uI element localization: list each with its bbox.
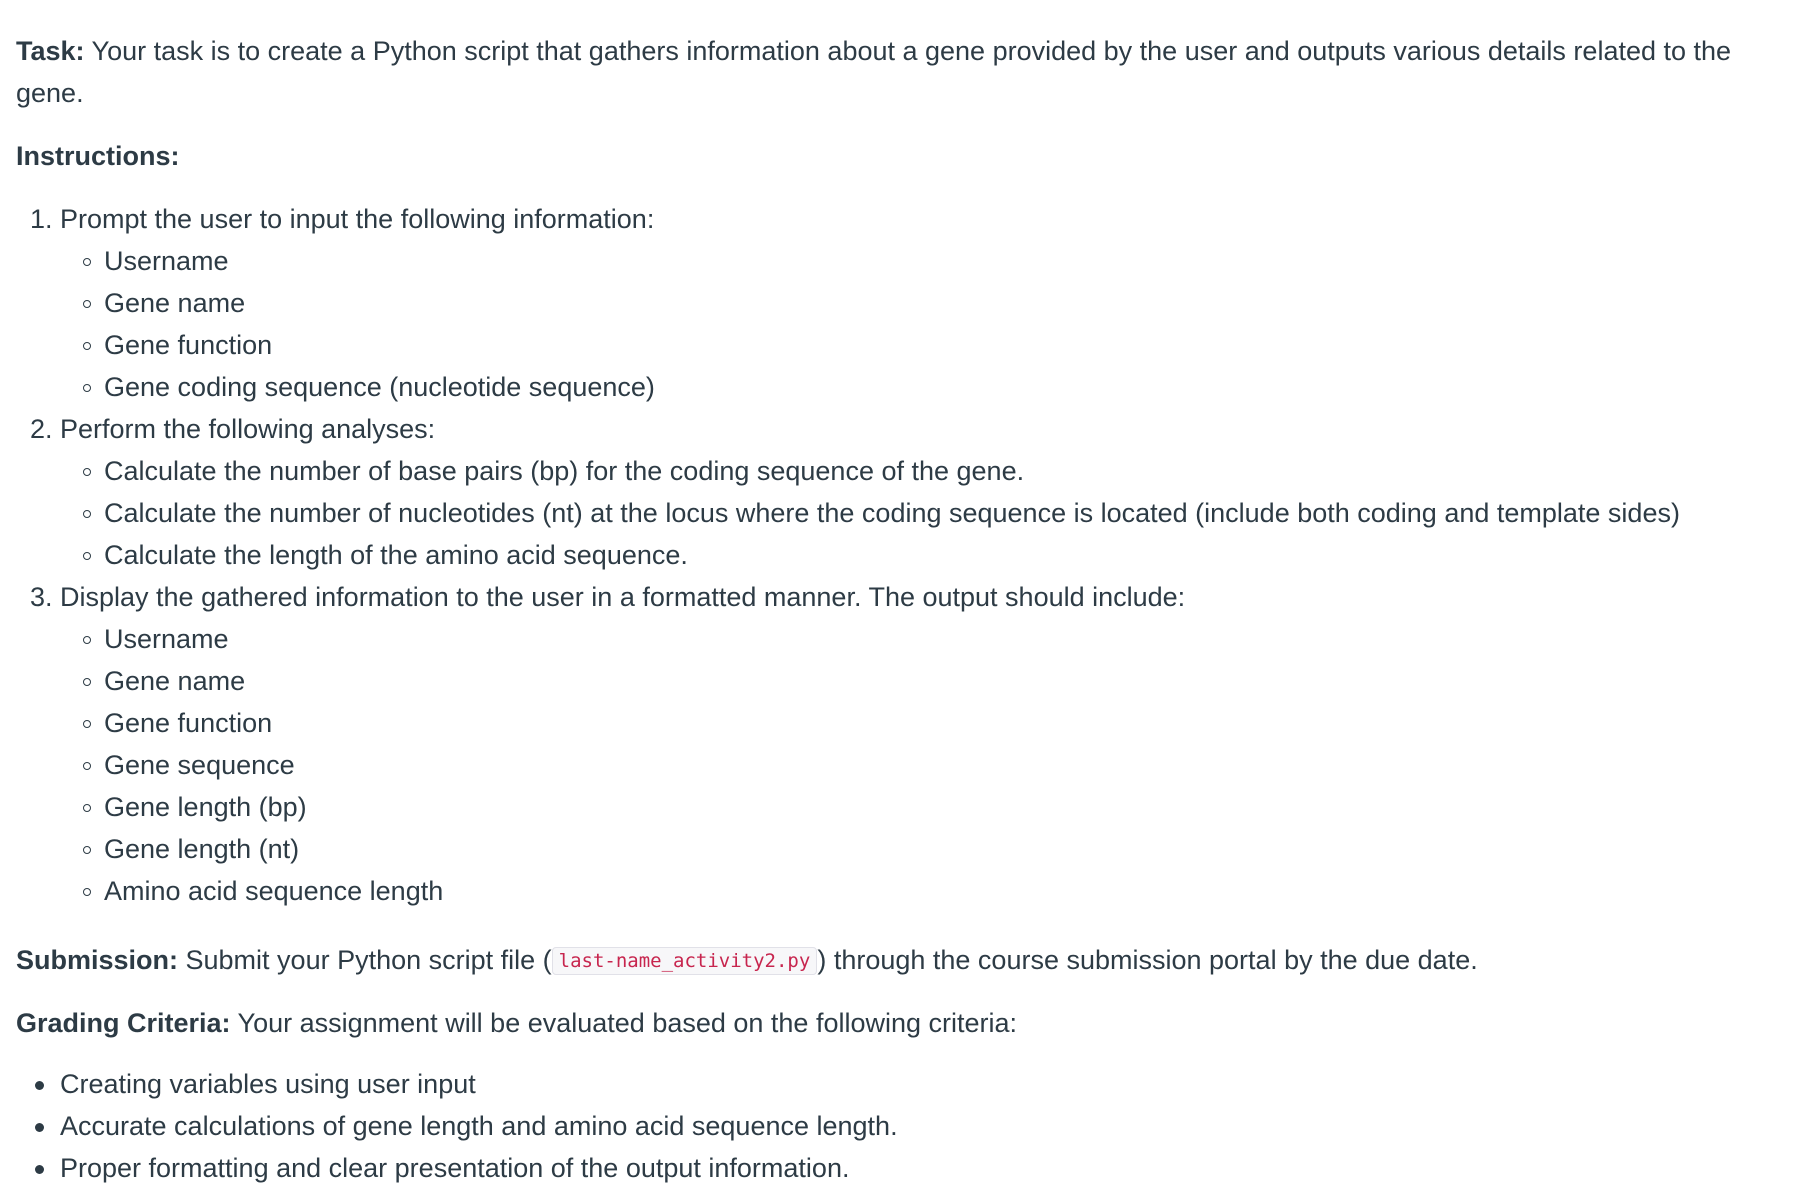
step-text: Prompt the user to input the following information: — [60, 204, 655, 234]
step-subitems — [60, 450, 1680, 576]
list-item: Username — [104, 240, 1680, 282]
task-label: Task: — [16, 36, 85, 66]
filename-code: last-name_activity2.py — [552, 947, 818, 975]
grading-criteria-list — [16, 1063, 898, 1189]
grading-paragraph — [16, 1002, 1017, 1044]
list-item: Gene name — [104, 282, 1680, 324]
grading-label: Grading Criteria: — [16, 1008, 231, 1038]
list-item: Gene name — [104, 660, 1680, 702]
grading-text: Your assignment will be evaluated based on the following criteria: — [230, 1008, 1018, 1038]
task-paragraph — [16, 30, 1776, 114]
list-item: Calculate the number of base pairs (bp) for the coding sequence of the gene. — [104, 450, 1680, 492]
list-item: Calculate the number of nucleotides (nt) at the locus where the coding sequence is located (include both coding and template sides) — [104, 492, 1680, 534]
submission-text-after: ) through the course submission portal by the due date. — [817, 945, 1478, 975]
task-text: Your task is to create a Python script that gathers information about a gene provided by the user and outputs various details related to the gene. — [16, 36, 1732, 108]
list-item: Gene function — [104, 702, 1680, 744]
list-item: Gene length (nt) — [104, 828, 1680, 870]
list-item: Gene coding sequence (nucleotide sequence) — [104, 366, 1680, 408]
submission-paragraph — [16, 939, 1478, 982]
list-item: Gene function — [104, 324, 1680, 366]
step-subitems — [60, 240, 1680, 408]
list-item: Username — [104, 618, 1680, 660]
instructions-label: Instructions: — [16, 141, 180, 171]
step-subitems — [60, 618, 1680, 912]
step-item — [60, 198, 1680, 408]
instruction-steps — [16, 198, 1680, 912]
step-text: Perform the following analyses: — [60, 414, 436, 444]
list-item: Gene sequence — [104, 744, 1680, 786]
step-text: Display the gathered information to the user in a formatted manner. The output should include: — [60, 582, 1186, 612]
list-item: Proper formatting and clear presentation of the output information. — [60, 1147, 898, 1189]
step-item — [60, 576, 1680, 912]
submission-label: Submission: — [16, 945, 179, 975]
list-item: Gene length (bp) — [104, 786, 1680, 828]
list-item: Amino acid sequence length — [104, 870, 1680, 912]
list-item: Creating variables using user input — [60, 1063, 898, 1105]
step-item — [60, 408, 1680, 576]
list-item: Accurate calculations of gene length and amino acid sequence length. — [60, 1105, 898, 1147]
instructions-heading — [16, 135, 180, 177]
list-item: Calculate the length of the amino acid sequence. — [104, 534, 1680, 576]
submission-text-before: Submit your Python script file ( — [178, 945, 552, 975]
